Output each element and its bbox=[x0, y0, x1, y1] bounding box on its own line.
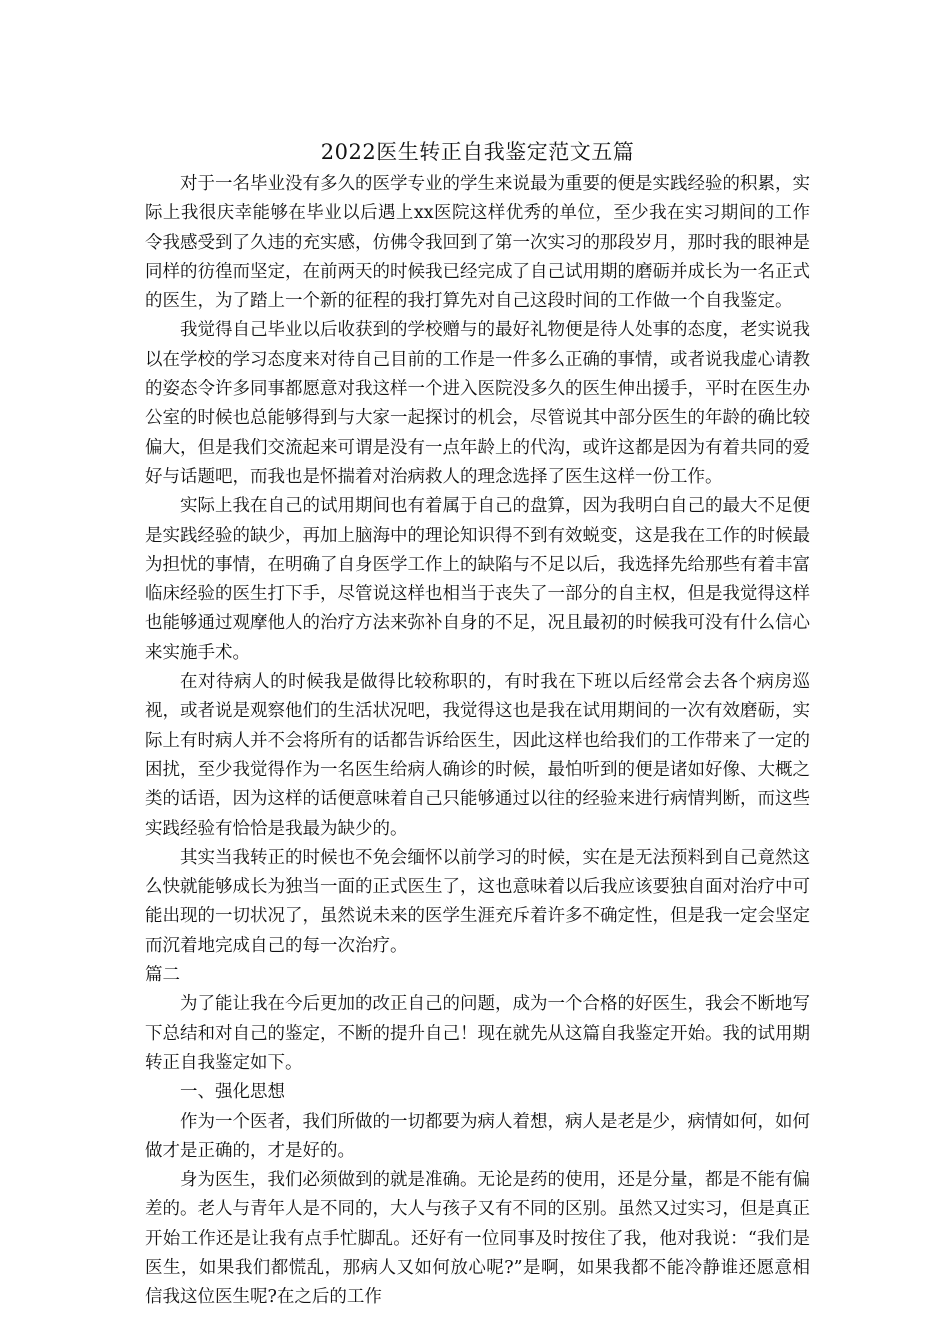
paragraph-8: 身为医生，我们必须做到的就是准确。无论是药的使用，还是分量，都是不能有偏差的。老人与青年人是不同的，大人与孩子又有不同的区别。虽然又过实习，但是真正开始工作还是让我有点手忙脚乱。还好有一位同事及时按住了我，他对我说：“我们是医生，如果我们都慌乱，那病人又如何放心呢?”是啊，如果我都不能冷静谁还愿意相信我这位医生呢?在之后的工作 bbox=[145, 1170, 810, 1308]
paragraph-5: 其实当我转正的时候也不免会缅怀以前学习的时候，实在是无法预料到自己竟然这么快就能够成长为独当一面的正式医生了，这也意味着以后我应该要独自面对治疗中可能出现的一切状况了，虽然说未来的医学生涯充斥着许多不确定性，但是我一定会坚定而沉着地完成自己的每一次治疗。 bbox=[145, 847, 810, 956]
document-title: 2022医生转正自我鉴定范文五篇 bbox=[320, 140, 635, 164]
section-heading-part-two: 篇二 bbox=[145, 965, 180, 986]
paragraph-7: 作为一个医者，我们所做的一切都要为病人着想，病人是老是少，病情如何，如何做才是正确的，才是好的。 bbox=[145, 1111, 810, 1161]
document-body bbox=[145, 134, 810, 1313]
paragraph-2: 我觉得自己毕业以后收获到的学校赠与的最好礼物便是待人处事的态度，老实说我以在学校的学习态度来对待自己目前的工作是一件多么正确的事情，或者说我虚心请教的姿态令许多同事都愿意对我这样一个进入医院没多久的医生伸出援手，平时在医生办公室的时候也总能够得到与大家一起探讨的机会，尽管说其中部分医生的年龄的确比较偏大，但是我们交流起来可谓是没有一点年龄上的代沟，或许这都是因为有着共同的爱好与话题吧，而我也是怀揣着对治病救人的理念选择了医生这样一份工作。 bbox=[145, 320, 810, 487]
paragraph-6: 为了能让我在今后更加的改正自己的问题，成为一个合格的好医生，我会不断地写下总结和对自己的鉴定，不断的提升自己！现在就先从这篇自我鉴定开始。我的试用期转正自我鉴定如下。 bbox=[145, 994, 810, 1073]
subsection-heading: 一、强化思想 bbox=[180, 1082, 285, 1103]
paragraph-3: 实际上我在自己的试用期间也有着属于自己的盘算，因为我明白自己的最大不足便是实践经验的缺少，再加上脑海中的理论知识得不到有效蜕变，这是我在工作的时候最为担忧的事情，在明确了自身医学工作上的缺陷与不足以后，我选择先给那些有着丰富临床经验的医生打下手，尽管说这样也相当于丧失了一部分的自主权，但是我觉得这样也能够通过观摩他人的治疗方法来弥补自身的不足，况且最初的时候我可没有什么信心来实施手术。 bbox=[145, 496, 810, 663]
paragraph-1: 对于一名毕业没有多久的医学专业的学生来说最为重要的便是实践经验的积累，实际上我很庆幸能够在毕业以后遇上xx医院这样优秀的单位，至少我在实习期间的工作令我感受到了久违的充实感，仿佛令我回到了第一次实习的那段岁月，那时我的眼神是同样的彷徨而坚定，在前两天的时候我已经完成了自己试用期的磨砺并成长为一名正式的医生，为了踏上一个新的征程的我打算先对自己这段时间的工作做一个自我鉴定。 bbox=[145, 174, 810, 312]
paragraph-4: 在对待病人的时候我是做得比较称职的，有时我在下班以后经常会去各个病房巡视，或者说是观察他们的生活状况吧，我觉得这也是我在试用期间的一次有效磨砺，实际上有时病人并不会将所有的话都告诉给医生，因此这样也给我们的工作带来了一定的困扰，至少我觉得作为一名医生给病人确诊的时候，最怕听到的便是诸如好像、大概之类的话语，因为这样的话便意味着自己只能够通过以往的经验来进行病情判断，而这些实践经验有恰恰是我最为缺少的。 bbox=[145, 672, 810, 839]
